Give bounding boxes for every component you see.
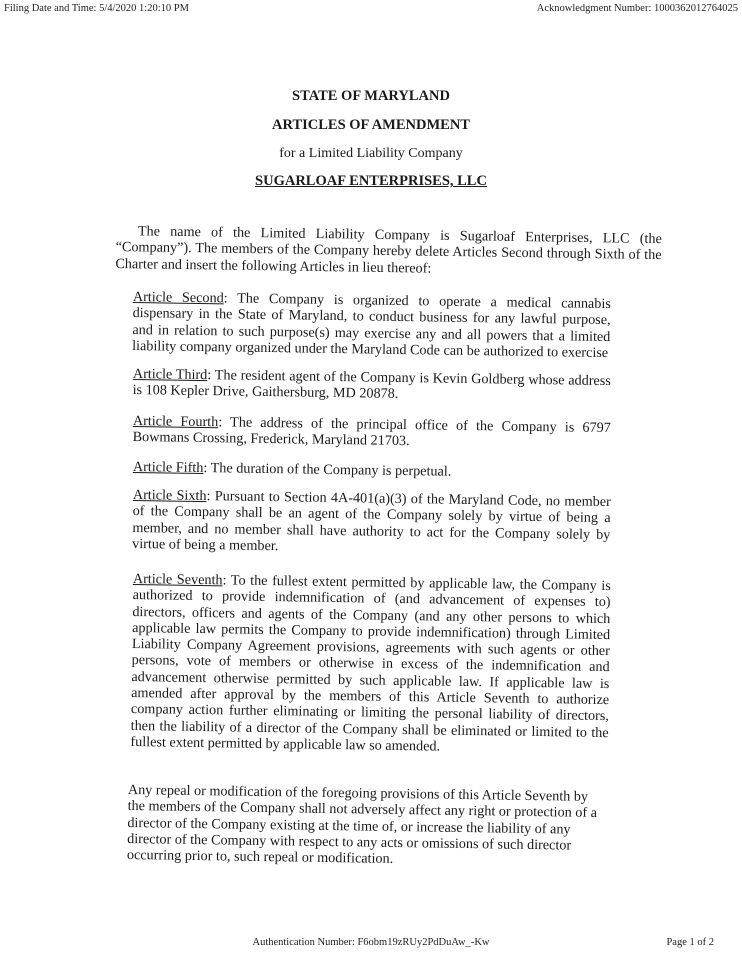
state-heading: STATE OF MARYLAND	[292, 88, 450, 104]
acknowledgment-number-header: Acknowledgment Number: 1000362012764025	[536, 3, 738, 14]
article-text: To the fullest extent permitted by applicable law, the Company is authorized to provide indemnification of (and advancement of expenses to) directors, officers and agents of the Company (and any other persons to which applicable law permits the Company to provide indemnification) through Limited Liability Company Agreement provisions, agreements with such agents or other persons, vote of members or otherwise in excess of the indemnification and advancement otherwise permitted by such applicable law. If applicable law is amended after approval by the members of this Article Seventh to authorize company action further eliminating or limiting the personal liability of directors, then the liability of a director of the Company shall be eliminated or limited to the fullest extent permitted by applicable law so amended.	[130, 572, 611, 755]
article-label: Article Sixth	[132, 487, 207, 505]
article-text: The Company is organized to operate a medical cannabis dispensary in the State of Maryland, to conduct business for any lawful purpose, and in relation to such purpose(s) may exercise any and all powers that a limited liability company organized under the Maryland Code can be authorized to exercise	[132, 290, 611, 361]
article-seventh	[130, 571, 611, 757]
article-label: Article Seventh	[132, 571, 223, 589]
article-second	[132, 289, 611, 361]
article-separator: :	[222, 572, 227, 589]
article-text: The resident agent of the Company is Kevin Goldberg whose address is 108 Kepler Drive, Gaithersburg, MD 20878.	[132, 367, 611, 403]
page-number: Page 1 of 2	[666, 937, 714, 948]
article-separator: :	[218, 414, 223, 431]
article-label: Article Fifth	[132, 459, 204, 477]
document-title: ARTICLES OF AMENDMENT	[272, 117, 470, 133]
article-separator: :	[223, 290, 228, 307]
article-fourth	[133, 413, 611, 453]
article-text: The address of the principal office of the Company is 6797 Bowmans Crossing, Frederick, Maryland 21703.	[132, 414, 611, 450]
article-label: Article Second	[132, 289, 224, 307]
article-separator: :	[207, 367, 212, 384]
company-name: SUGARLOAF ENTERPRISES, LLC	[255, 173, 487, 189]
article-label: Article Fourth	[132, 413, 219, 431]
article-third	[133, 366, 611, 406]
document-subtitle: for a Limited Liability Company	[279, 146, 463, 161]
authentication-number: Authentication Number: F6obm19zRUy2PdDuAw_-Kw	[252, 937, 490, 948]
article-sixth	[132, 487, 611, 559]
filing-date-header: Filing Date and Time: 5/4/2020 1:20:10 PM	[4, 3, 189, 14]
article-label: Article Third	[132, 366, 208, 384]
article-text: Pursuant to Section 4A-401(a)(3) of the Maryland Code, no member of the Company shall be an agent of the Company solely by virtue of being a member, and no member shall have authority to act for the Company solely by virtue of being a member.	[132, 488, 611, 555]
article-separator: :	[206, 488, 211, 505]
intro-paragraph: The name of the Limited Liability Company is Sugarloaf Enterprises, LLC (the “Company”). The members of the Company hereby delete Articles Second through Sixth of the Charter and insert the following Articles in lieu thereof:	[115, 223, 662, 277]
repeal-paragraph: Any repeal or modification of the foregoing provisions of this Article Seventh by the members of the Company shall not adversely affect any right or protection of a director of the Company existing at the time of, or increase the liability of any director of the Company with respect to any acts or omissions of such director occurring prior to, such repeal or modification.	[126, 782, 598, 868]
article-fifth	[133, 459, 611, 482]
article-text: The duration of the Company is perpetual.	[210, 460, 452, 480]
article-separator: :	[203, 460, 208, 477]
